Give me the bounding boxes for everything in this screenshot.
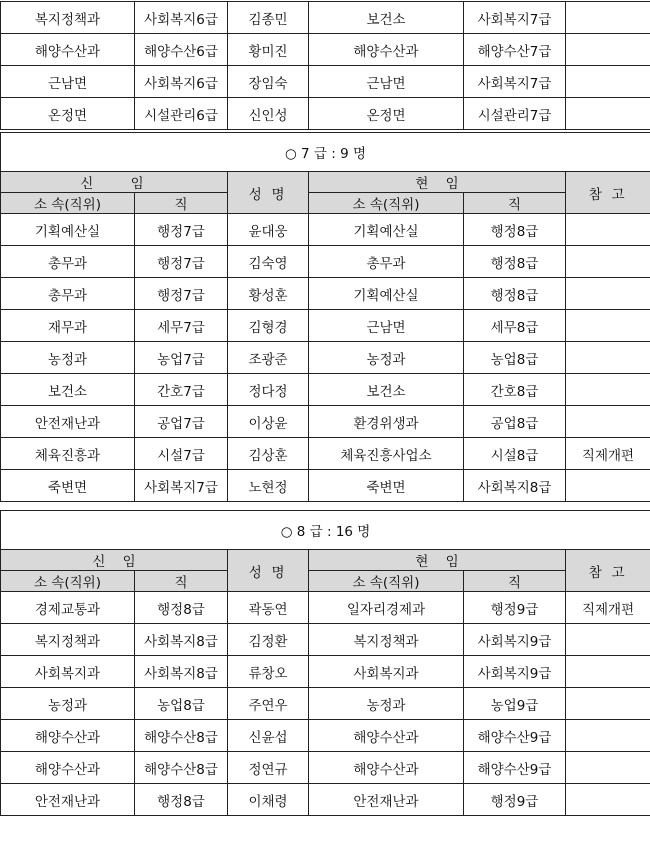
cell-current-affiliation: 보건소 [309, 2, 464, 34]
table-row [1, 406, 650, 438]
cell-name: 윤대웅 [228, 214, 309, 246]
cell-note [566, 246, 650, 278]
cell-name: 김종민 [228, 2, 309, 34]
cell-new-rank: 행정7급 [135, 246, 228, 278]
table-row [1, 246, 650, 278]
cell-name: 신인성 [228, 98, 309, 130]
cell-new-affiliation: 농정과 [1, 342, 135, 374]
cell-new-rank: 사회복지6급 [135, 66, 228, 98]
cell-current-rank: 세무8급 [464, 310, 566, 342]
header-rank-new: 직 [135, 193, 228, 214]
header-row-2 [1, 571, 650, 592]
table-row [1, 656, 650, 688]
cell-note [566, 720, 650, 752]
cell-new-affiliation: 총무과 [1, 246, 135, 278]
cell-new-rank: 공업7급 [135, 406, 228, 438]
cell-note [566, 752, 650, 784]
header-row-1 [1, 550, 650, 571]
header-hyeon-im: 현 임 [309, 550, 566, 571]
cell-name: 장임숙 [228, 66, 309, 98]
table-grade-8 [0, 510, 650, 816]
cell-current-affiliation: 체육진흥사업소 [309, 438, 464, 470]
cell-current-affiliation: 농정과 [309, 688, 464, 720]
table-row [1, 752, 650, 784]
cell-current-rank: 행정9급 [464, 592, 566, 624]
cell-name: 곽동연 [228, 592, 309, 624]
header-sin-im: 신 임 [1, 550, 228, 571]
cell-current-affiliation: 농정과 [309, 342, 464, 374]
cell-current-rank: 간호8급 [464, 374, 566, 406]
cell-current-affiliation: 기획예산실 [309, 278, 464, 310]
table-row [1, 624, 650, 656]
cell-current-rank: 사회복지9급 [464, 624, 566, 656]
section-heading-row [1, 511, 650, 550]
cell-current-affiliation: 근남면 [309, 66, 464, 98]
table-row [1, 214, 650, 246]
cell-new-rank: 행정8급 [135, 784, 228, 816]
section-heading-row [1, 133, 650, 172]
cell-new-rank: 세무7급 [135, 310, 228, 342]
cell-new-rank: 행정7급 [135, 214, 228, 246]
cell-new-rank: 해양수산8급 [135, 752, 228, 784]
header-note: 참 고 [566, 550, 650, 592]
cell-new-affiliation: 죽변면 [1, 470, 135, 502]
cell-current-affiliation: 기획예산실 [309, 214, 464, 246]
table-row [1, 784, 650, 816]
cell-new-rank: 해양수산8급 [135, 720, 228, 752]
header-affiliation-current: 소 속(직위) [309, 571, 464, 592]
cell-note [566, 66, 650, 98]
cell-new-affiliation: 기획예산실 [1, 214, 135, 246]
header-name: 성 명 [228, 172, 309, 214]
cell-name: 신윤섭 [228, 720, 309, 752]
header-sin-im: 신 임 [1, 172, 228, 193]
cell-current-rank: 행정8급 [464, 214, 566, 246]
section-title: ○ 8 급 : 16 명 [1, 511, 650, 550]
table-row [1, 2, 650, 34]
cell-note [566, 688, 650, 720]
cell-name: 노현정 [228, 470, 309, 502]
cell-new-affiliation: 해양수산과 [1, 752, 135, 784]
cell-new-rank: 사회복지8급 [135, 624, 228, 656]
cell-new-affiliation: 보건소 [1, 374, 135, 406]
cell-current-affiliation: 사회복지과 [309, 656, 464, 688]
cell-name: 조광준 [228, 342, 309, 374]
header-rank-current: 직 [464, 193, 566, 214]
cell-note [566, 374, 650, 406]
header-row-2 [1, 193, 650, 214]
cell-current-affiliation: 해양수산과 [309, 752, 464, 784]
cell-note [566, 98, 650, 130]
header-affiliation-current: 소 속(직위) [309, 193, 464, 214]
cell-new-rank: 시설7급 [135, 438, 228, 470]
cell-name: 정다정 [228, 374, 309, 406]
cell-name: 이채령 [228, 784, 309, 816]
cell-new-rank: 농업8급 [135, 688, 228, 720]
cell-new-affiliation: 재무과 [1, 310, 135, 342]
table-row [1, 470, 650, 502]
table-row [1, 310, 650, 342]
cell-note: 직제개편 [566, 592, 650, 624]
cell-note: 직제개편 [566, 438, 650, 470]
cell-current-affiliation: 복지정책과 [309, 624, 464, 656]
cell-current-rank: 시설8급 [464, 438, 566, 470]
section-title: ○ 7 급 : 9 명 [1, 133, 650, 172]
header-rank-new: 직 [135, 571, 228, 592]
table-row [1, 374, 650, 406]
cell-new-affiliation: 해양수산과 [1, 34, 135, 66]
cell-current-rank: 사회복지8급 [464, 470, 566, 502]
header-name: 성 명 [228, 550, 309, 592]
cell-name: 김정환 [228, 624, 309, 656]
table-grade-7 [0, 132, 650, 502]
header-note: 참 고 [566, 172, 650, 214]
cell-new-rank: 행정7급 [135, 278, 228, 310]
cell-note [566, 470, 650, 502]
cell-name: 정연규 [228, 752, 309, 784]
cell-current-rank: 사회복지9급 [464, 656, 566, 688]
cell-note [566, 784, 650, 816]
cell-current-affiliation: 죽변면 [309, 470, 464, 502]
cell-name: 황미진 [228, 34, 309, 66]
cell-name: 김숙영 [228, 246, 309, 278]
top-block-body [1, 2, 650, 130]
cell-current-affiliation: 총무과 [309, 246, 464, 278]
grade-8-body [1, 511, 650, 816]
cell-new-affiliation: 총무과 [1, 278, 135, 310]
cell-note [566, 2, 650, 34]
cell-new-rank: 행정8급 [135, 592, 228, 624]
cell-note [566, 624, 650, 656]
cell-current-rank: 해양수산9급 [464, 752, 566, 784]
cell-current-rank: 농업9급 [464, 688, 566, 720]
cell-new-affiliation: 해양수산과 [1, 720, 135, 752]
cell-current-rank: 행정9급 [464, 784, 566, 816]
header-affiliation-new: 소 속(직위) [1, 571, 135, 592]
cell-current-rank: 행정8급 [464, 278, 566, 310]
cell-name: 이상윤 [228, 406, 309, 438]
cell-note [566, 656, 650, 688]
table-row [1, 438, 650, 470]
cell-current-rank: 사회복지7급 [464, 66, 566, 98]
cell-new-affiliation: 근남면 [1, 66, 135, 98]
cell-current-affiliation: 환경위생과 [309, 406, 464, 438]
cell-current-affiliation: 근남면 [309, 310, 464, 342]
cell-note [566, 34, 650, 66]
cell-new-rank: 간호7급 [135, 374, 228, 406]
header-affiliation-new: 소 속(직위) [1, 193, 135, 214]
cell-new-rank: 농업7급 [135, 342, 228, 374]
cell-new-affiliation: 안전재난과 [1, 406, 135, 438]
grade-7-body [1, 133, 650, 502]
cell-current-rank: 해양수산7급 [464, 34, 566, 66]
table-row [1, 688, 650, 720]
table-row [1, 98, 650, 130]
cell-new-affiliation: 안전재난과 [1, 784, 135, 816]
cell-name: 김상훈 [228, 438, 309, 470]
cell-current-rank: 공업8급 [464, 406, 566, 438]
table-top-block [0, 1, 650, 130]
cell-new-affiliation: 경제교통과 [1, 592, 135, 624]
cell-current-rank: 행정8급 [464, 246, 566, 278]
cell-new-affiliation: 농정과 [1, 688, 135, 720]
cell-new-affiliation: 복지정책과 [1, 2, 135, 34]
cell-new-affiliation: 복지정책과 [1, 624, 135, 656]
cell-current-rank: 해양수산9급 [464, 720, 566, 752]
table-row [1, 66, 650, 98]
cell-new-rank: 해양수산6급 [135, 34, 228, 66]
cell-current-affiliation: 일자리경제과 [309, 592, 464, 624]
header-row-1 [1, 172, 650, 193]
cell-name: 황성훈 [228, 278, 309, 310]
table-row [1, 720, 650, 752]
cell-current-affiliation: 해양수산과 [309, 34, 464, 66]
cell-new-rank: 사회복지7급 [135, 470, 228, 502]
cell-current-rank: 사회복지7급 [464, 2, 566, 34]
cell-note [566, 214, 650, 246]
cell-current-affiliation: 안전재난과 [309, 784, 464, 816]
cell-note [566, 278, 650, 310]
cell-current-affiliation: 온정면 [309, 98, 464, 130]
cell-current-affiliation: 보건소 [309, 374, 464, 406]
table-row [1, 278, 650, 310]
cell-note [566, 406, 650, 438]
cell-current-affiliation: 해양수산과 [309, 720, 464, 752]
table-row [1, 592, 650, 624]
cell-new-affiliation: 체육진흥과 [1, 438, 135, 470]
cell-new-rank: 사회복지6급 [135, 2, 228, 34]
table-row [1, 34, 650, 66]
cell-new-affiliation: 사회복지과 [1, 656, 135, 688]
cell-name: 주연우 [228, 688, 309, 720]
cell-current-rank: 농업8급 [464, 342, 566, 374]
cell-current-rank: 시설관리7급 [464, 98, 566, 130]
cell-note [566, 310, 650, 342]
cell-name: 김형경 [228, 310, 309, 342]
cell-name: 류창오 [228, 656, 309, 688]
header-rank-current: 직 [464, 571, 566, 592]
cell-new-rank: 시설관리6급 [135, 98, 228, 130]
cell-note [566, 342, 650, 374]
cell-new-rank: 사회복지8급 [135, 656, 228, 688]
header-hyeon-im: 현 임 [309, 172, 566, 193]
cell-new-affiliation: 온정면 [1, 98, 135, 130]
table-row [1, 342, 650, 374]
